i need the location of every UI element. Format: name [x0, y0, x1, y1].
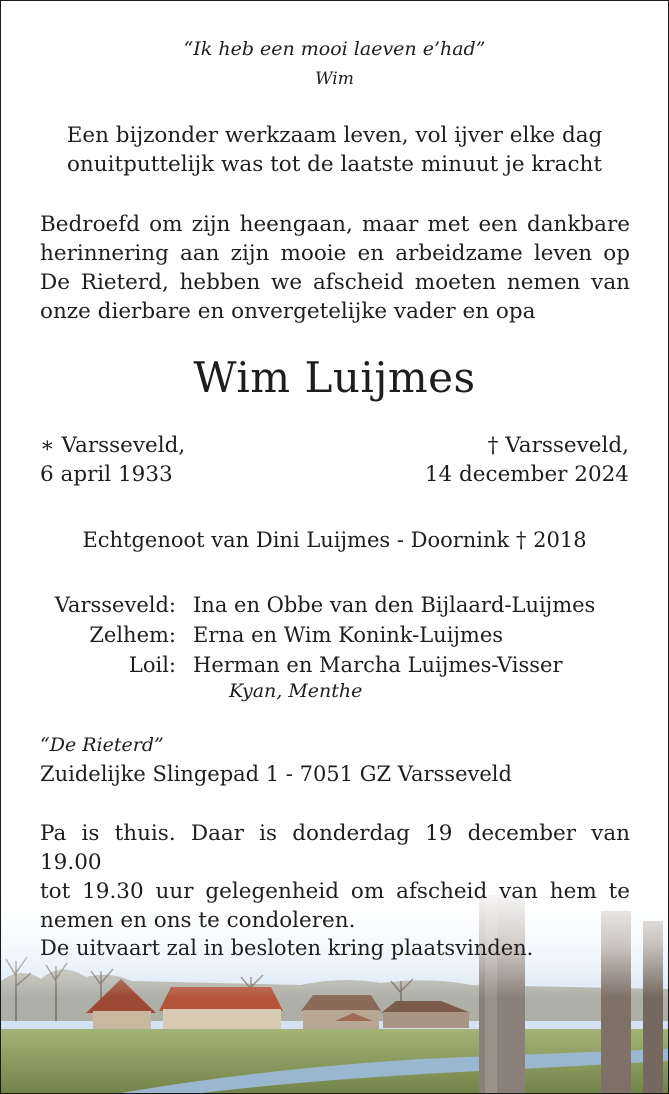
birth-place: ∗ Varsseveld,: [40, 433, 186, 458]
visitation-line: nemen en ons te condoleren.: [40, 908, 356, 933]
funeral-note: De uitvaart zal in besloten kring plaatsvinden.: [40, 936, 534, 960]
visitation-line: tot 19.30 uur gelegenheid om afscheid van hem te: [40, 879, 630, 904]
motto: [1, 121, 668, 179]
death-date: 14 december 2024: [424, 462, 629, 487]
motto-line: onuitputtelijk was tot de laatste minuut je kracht: [66, 152, 603, 177]
quote-signature: Wim: [315, 69, 354, 89]
visitation-line: Pa is thuis. Daar is donderdag 19 december van 19.00: [40, 821, 630, 875]
visitation-paragraph: [40, 819, 630, 935]
family-place: Loil:: [128, 653, 176, 677]
intro-line: herinnering aan zijn mooie en arbeidzame leven op: [40, 241, 630, 266]
notice-text: [1, 1, 668, 1093]
family-names: Herman en Marcha Luijmes-Visser: [193, 653, 563, 677]
family-names: Erna en Wim Konink-Luijmes: [193, 623, 504, 647]
intro-line: De Rieterd, hebben we afscheid moeten nemen van: [40, 270, 630, 295]
family-names: Ina en Obbe van den Bijlaard-Luijmes: [193, 593, 596, 617]
family-place: Varsseveld:: [54, 593, 176, 617]
grandchildren: Kyan, Menthe: [229, 680, 363, 702]
house-name: “De Rieterd”: [40, 734, 164, 756]
motto-line: Een bijzonder werkzaam leven, vol ijver elke dag: [66, 123, 603, 148]
deceased-name: Wim Luijmes: [193, 353, 476, 402]
opening-quote: “Ik heb een mooi laeven e’had”: [183, 38, 486, 60]
spouse-line: Echtgenoot van Dini Luijmes - Doornink † 2018: [82, 528, 587, 552]
intro-paragraph: [40, 210, 630, 326]
death-info: [425, 431, 629, 489]
intro-line: Bedroefd om zijn heengaan, maar met een dankbare: [40, 212, 630, 237]
birth-date: 6 april 1933: [40, 462, 173, 487]
birth-info: [40, 431, 185, 489]
intro-line: onze dierbare en onvergetelijke vader en opa: [40, 299, 536, 324]
family-place: Zelhem:: [89, 623, 176, 647]
death-place: † Varsseveld,: [487, 433, 629, 458]
street-address: Zuidelijke Slingepad 1 - 7051 GZ Varsseveld: [40, 762, 512, 786]
